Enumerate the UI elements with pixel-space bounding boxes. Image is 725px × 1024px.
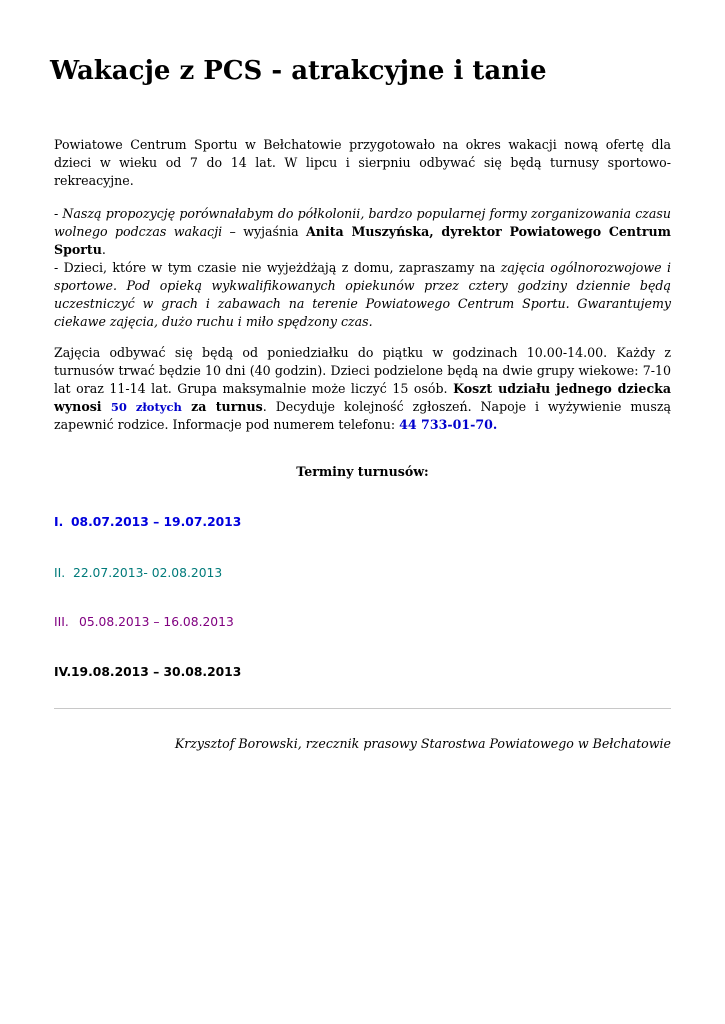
details-text-2: . Decyduje kolejność zgłoszeń. Napoje i wyżywienie muszą zapewnić rodzice. Informacje pod numerem telefonu:	[54, 399, 672, 432]
quote-speaker: Anita Muszyńska, dyrektor Powiatowego Centrum Sportu	[54, 224, 671, 257]
term-number: III.	[54, 615, 69, 629]
term-item-2	[54, 566, 222, 580]
term-dates: 19.08.2013 – 30.08.2013	[71, 665, 242, 679]
intro-paragraph: Powiatowe Centrum Sportu w Bełchatowie przygotowało na okres wakacji nową ofertę dla dzieci w wieku od 7 do 14 lat. W lipcu i sierpniu odbywać się będą turnusy sportowo- rekreacyjne.	[54, 137, 671, 188]
term-dates: 05.08.2013 – 16.08.2013	[79, 615, 234, 629]
term-item-3	[54, 615, 234, 629]
terms-heading: Terminy turnusów:	[296, 464, 429, 479]
term-number: IV.	[54, 665, 72, 679]
article-title: Wakacje z PCS - atrakcyjne i tanie	[50, 56, 547, 86]
quote-line-2-start: - Dzieci, które w tym czasie nie wyjeżdżają z domu, zapraszamy na	[54, 260, 501, 275]
phone-number: 44 733-01-70.	[399, 417, 498, 432]
quote-period: .	[101, 242, 106, 257]
cost-text-end: za turnus	[181, 399, 263, 414]
details-paragraph	[54, 344, 671, 434]
term-item-4	[54, 665, 241, 679]
quote-paragraph	[54, 205, 671, 331]
term-number: II.	[54, 566, 66, 580]
term-dates: 08.07.2013 – 19.07.2013	[71, 515, 242, 529]
quote-line-1: - Naszą propozycję porównałabym do półkolonii, bardzo popularnej formy zorganizowania czasu wolnego podczas wakacji	[54, 206, 671, 239]
quote-explains: – wyjaśnia	[222, 224, 306, 239]
quote-line-2-em: zajęcia ogólnorozwojowe i sportowe. Pod opieką wykwalifikowanych opiekunów przez cztery godziny dziennie będą uczestniczyć w grach i zabawach na terenie Powiatowego Centrum Sportu. Gwarantujemy ciekawe zajęcia, dużo ruchu i miło spędzony czas.	[54, 260, 671, 329]
term-dates: 22.07.2013- 02.08.2013	[73, 566, 223, 580]
details-text-1: Zajęcia odbywać się będą od poniedziałku do piątku w godzinach 10.00-14.00. Każdy z turnusów trwać będzie 10 dni (40 godzin). Dzieci podzielone będą na dwie grupy wiekowe: 7-10 lat oraz 11-14 lat. Grupa maksymalnie może liczyć 15 osób.	[54, 345, 671, 396]
term-number: I.	[54, 515, 64, 529]
divider	[54, 708, 671, 709]
term-item-1	[54, 515, 241, 529]
cost-text: Koszt udziału jednego dziecka wynosi	[54, 381, 671, 414]
price-value: 50 złotych	[110, 400, 182, 414]
signature: Krzysztof Borowski, rzecznik prasowy Starostwa Powiatowego w Bełchatowie	[174, 736, 671, 751]
